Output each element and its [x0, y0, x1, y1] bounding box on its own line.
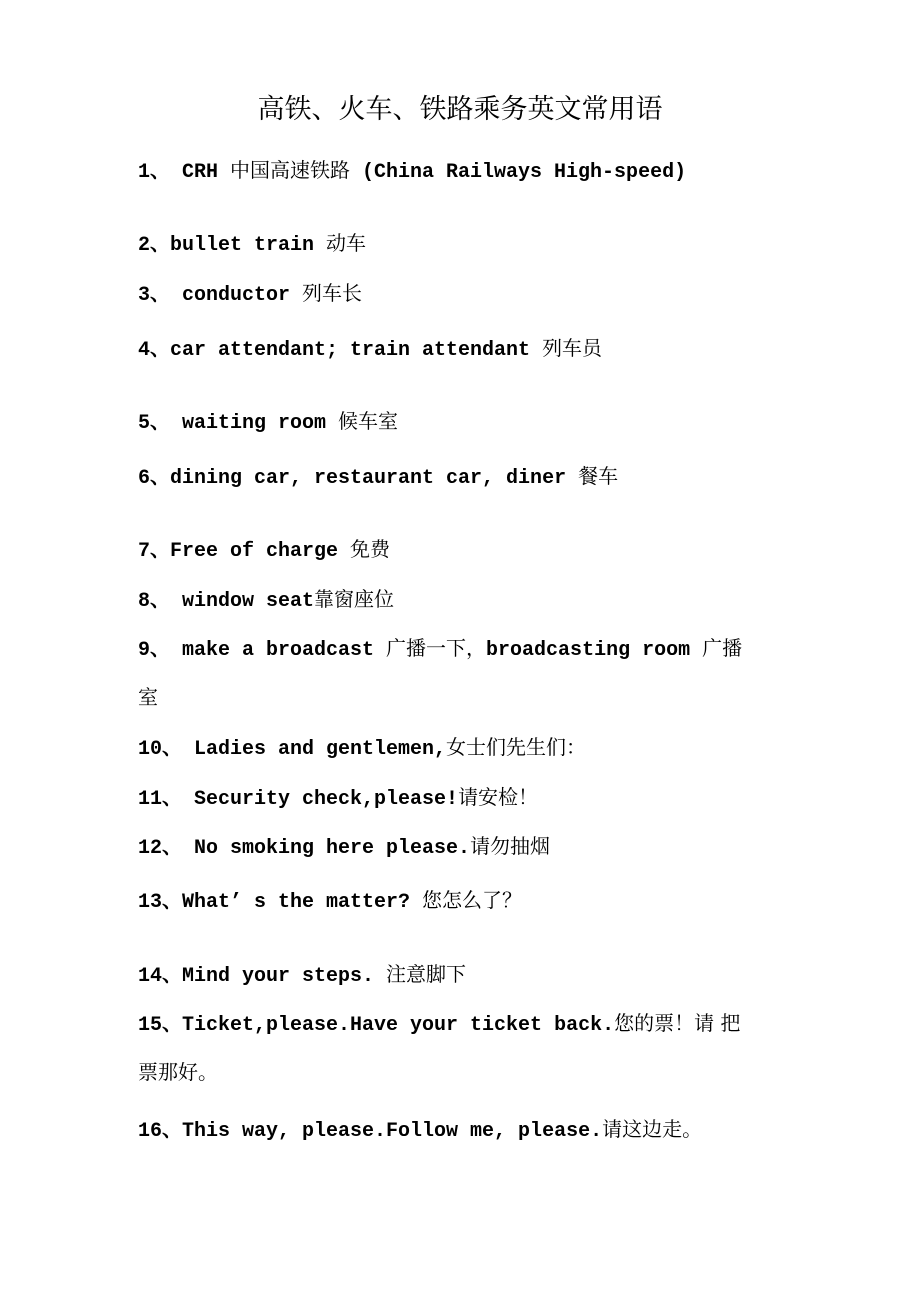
list-item	[138, 833, 808, 862]
item-chinese-continuation: 室	[138, 685, 158, 709]
item-chinese: 请勿抽烟	[470, 834, 551, 858]
item-english: 11、 Security check,please!	[138, 788, 459, 811]
list-item	[138, 230, 808, 259]
item-chinese: 请这边走。	[602, 1117, 703, 1141]
list-item	[138, 734, 808, 763]
item-chinese: 靠窗座位	[314, 587, 395, 611]
list-item-continuation	[138, 1059, 808, 1088]
item-chinese: 动车	[326, 231, 367, 255]
item-english: 13、What’ s the matter?	[138, 891, 423, 914]
item-english: 2、bullet train	[138, 234, 327, 257]
item-english-extra: (China Railways High-speed)	[350, 161, 687, 184]
item-english: 7、Free of charge	[138, 540, 351, 563]
item-chinese: 您的票！请 把	[614, 1011, 741, 1035]
item-english: 10、 Ladies and gentlemen,	[138, 738, 447, 761]
list-item	[138, 536, 808, 565]
item-chinese-continuation: 票那好。	[138, 1060, 218, 1084]
list-item	[138, 1116, 808, 1145]
item-chinese: 列车长	[302, 281, 363, 305]
item-english: 3、 conductor	[138, 284, 303, 307]
list-item-continuation	[138, 684, 808, 713]
item-chinese: 免费	[350, 537, 391, 561]
item-english-extra: broadcasting room	[486, 639, 703, 662]
list-item	[138, 961, 808, 990]
item-english: 5、 waiting room	[138, 412, 339, 435]
item-chinese: 注意脚下	[386, 962, 467, 986]
list-item	[138, 1010, 808, 1039]
list-item	[138, 635, 808, 664]
item-english: 15、Ticket,please.Have your ticket back.	[138, 1014, 615, 1037]
page-title: 高铁、火车、铁路乘务英文常用语	[257, 94, 663, 125]
list-item	[138, 280, 808, 309]
item-chinese: 女士们先生们：	[446, 735, 587, 759]
list-item	[138, 463, 808, 492]
item-chinese: 请安检！	[458, 785, 539, 809]
list-item	[138, 784, 808, 813]
item-english: 4、car attendant; train attendant	[138, 339, 543, 362]
item-chinese: 餐车	[578, 464, 619, 488]
list-item	[138, 335, 808, 364]
item-english: 14、Mind your steps.	[138, 965, 387, 988]
item-english: 12、 No smoking here please.	[138, 837, 471, 860]
list-item	[138, 887, 808, 916]
item-english: 6、dining car, restaurant car, diner	[138, 467, 579, 490]
item-chinese: 列车员	[542, 336, 603, 360]
item-chinese: 您怎么了？	[422, 888, 523, 912]
item-chinese: 中国高速铁路	[230, 158, 351, 182]
list-item	[138, 408, 808, 437]
item-chinese: 广播一下，	[386, 636, 487, 660]
item-english: 9、 make a broadcast	[138, 639, 387, 662]
item-english: 8、 window seat	[138, 590, 315, 613]
item-english: 1、 CRH	[138, 161, 231, 184]
item-english: 16、This way, please.Follow me, please.	[138, 1120, 603, 1143]
item-chinese-extra: 广播	[702, 636, 743, 660]
list-item	[138, 586, 808, 615]
list-item	[138, 157, 808, 186]
item-chinese: 候车室	[338, 409, 399, 433]
